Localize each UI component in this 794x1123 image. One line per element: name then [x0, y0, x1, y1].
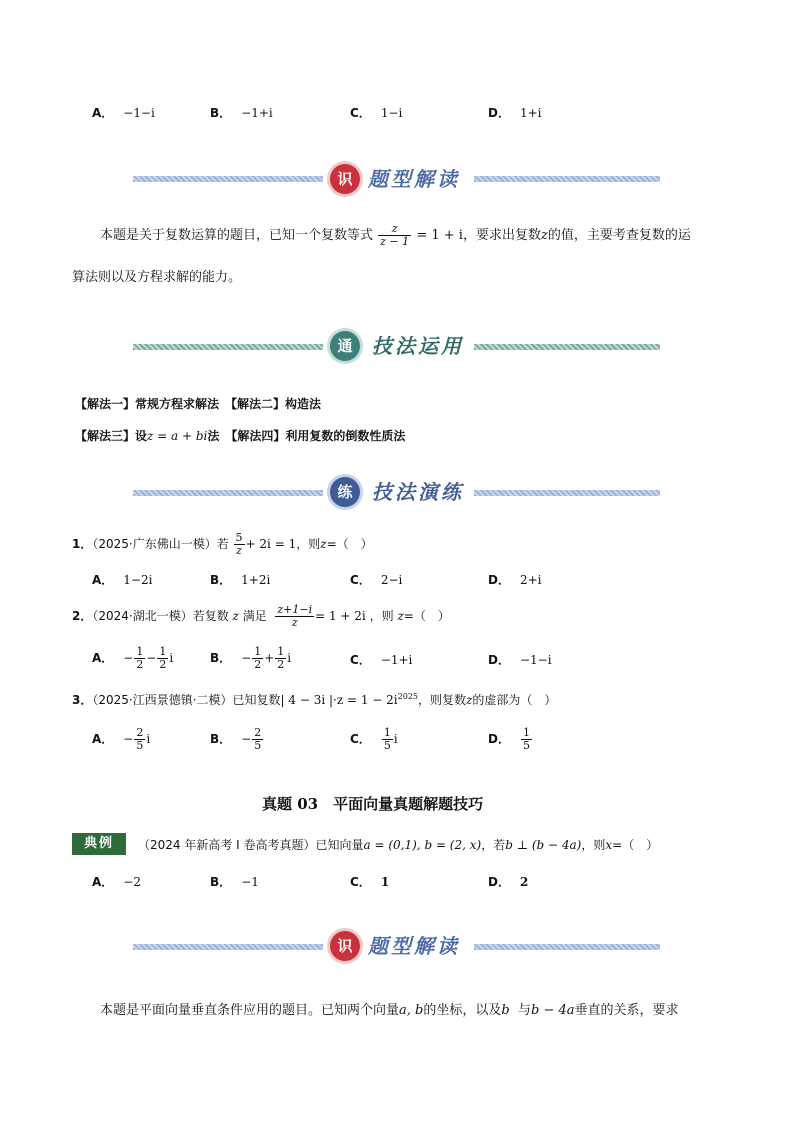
badge-icon: 识	[330, 164, 360, 194]
top-option-b: B． −1+i	[210, 106, 273, 120]
q3-option-d: D． $\frac{1}{5}$	[488, 726, 530, 752]
example-option-a: A． −2	[92, 875, 141, 889]
banner-title: 题型解读	[368, 167, 460, 191]
interpret-paragraph-1-line2: 算法则以及方程求解的能力。	[72, 270, 242, 285]
q1-option-c: C． 2−i	[350, 573, 403, 587]
badge-icon: 通	[330, 331, 360, 361]
badge-icon: 练	[330, 477, 360, 507]
method-line-2: 【解法三】设z = a + bi法 【解法四】利用复数的倒数性质法	[75, 429, 406, 443]
example-tag: 典例	[72, 833, 126, 855]
example-option-b: B． −1	[210, 875, 259, 889]
q3-option-b: B． − $\frac{2}{5}$	[210, 726, 262, 752]
example-question: （2024 年新高考 I 卷高考真题）已知向量a = (0,1), b = (2, x)，若b ⊥ (b − 4a)，则x=（ ）	[138, 838, 659, 852]
q1-option-b: B． 1+2i	[210, 573, 271, 587]
interpret-paragraph-1: 本题是关于复数运算的题目，已知一个复数等式 $\frac{z}{z - 1}$ = 1 + i，要求出复数z的值，主要考查复数的运	[100, 222, 691, 248]
q2-option-a: A． − $\frac{1}{2}$ − $\frac{1}{2}$ i	[92, 645, 174, 671]
badge-icon: 识	[330, 931, 360, 961]
top-option-c: C． 1−i	[350, 106, 403, 120]
q1-option-d: D． 2+i	[488, 573, 542, 587]
q2-option-c: C． −1+i	[350, 653, 413, 667]
question-1: 1．（2025·广东佛山一模）若 $\frac{5}{z}$ + 2i = 1，则z=（ ）	[72, 531, 373, 557]
banner-title: 技法运用	[372, 334, 464, 358]
q1-option-a: A． 1−2i	[92, 573, 153, 587]
top-option-d: D． 1+i	[488, 106, 542, 120]
banner-title: 技法演练	[372, 480, 464, 504]
question-2: 2．（2024·湖北一模）若复数 z 满足 $\frac{z+1-i}{z}$ = 1 + 2i ，则 z=（ ）	[72, 603, 450, 629]
question-3: 3．（2025·江西景德镇·二模）已知复数| 4 − 3i $|\cdot z = 1 - 2i^{2025}$，则复数z的虚部为（ ）	[72, 692, 557, 707]
q2-option-d: D． −1−i	[488, 653, 552, 667]
top-option-a: A． −1−i	[92, 106, 155, 120]
method-line-1: 【解法一】常规方程求解法 【解法二】构造法	[75, 397, 322, 411]
q3-option-c: C． $\frac{1}{5}$ i	[350, 726, 398, 752]
banner-title: 题型解读	[368, 934, 460, 958]
example-option-c: C． 1	[350, 875, 390, 889]
q2-option-b: B． − $\frac{1}{2}$ + $\frac{1}{2}$ i	[210, 645, 292, 671]
q3-option-a: A． − $\frac{2}{5}$ i	[92, 726, 151, 752]
interpret-paragraph-2: 本题是平面向量垂直条件应用的题目。已知两个向量a, b的坐标，以及b 与b − 4a垂直的关系，要求	[100, 1003, 679, 1018]
section-title: 真题 03 平面向量真题解题技巧	[262, 795, 484, 813]
example-option-d: D． 2	[488, 875, 529, 889]
